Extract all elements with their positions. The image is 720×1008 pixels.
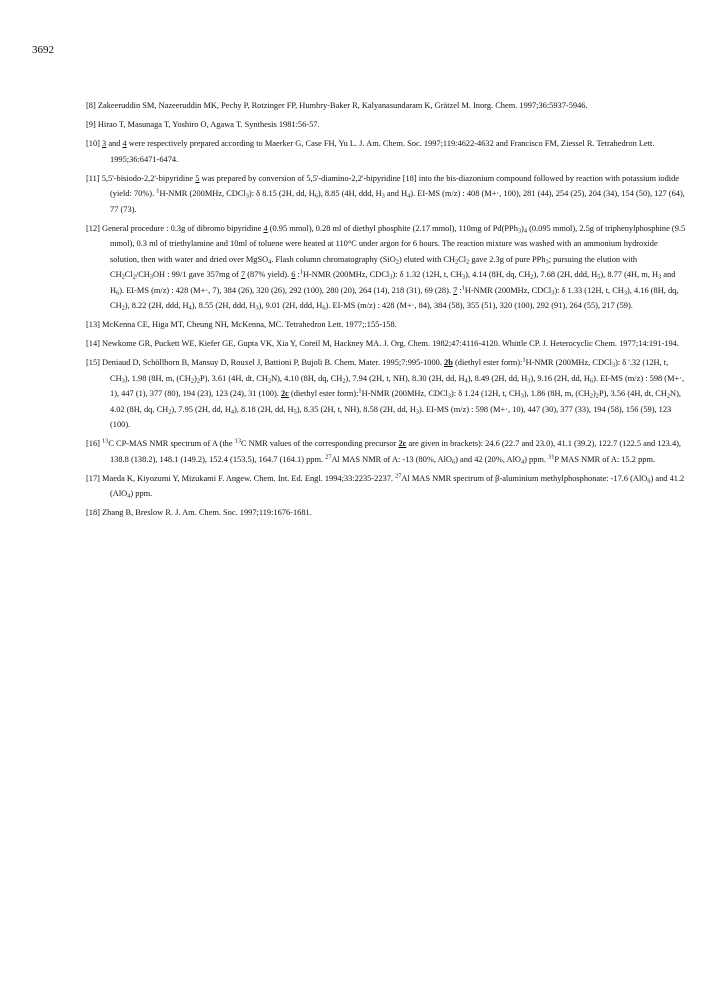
reference-14 [86, 336, 686, 352]
reference-text: 4 [230, 408, 235, 415]
reference-text: ), 7.95 (2H, dd, H [171, 404, 231, 414]
reference-8 [86, 98, 686, 114]
reference-text: 6 [647, 477, 651, 484]
reference-text: 4 [188, 304, 192, 312]
reference-text: ): δ 8.15 (2H, dd, H [248, 189, 315, 198]
reference-text: Cl [124, 270, 133, 279]
reference-text: H-NMR (200MHz, CDCl [159, 189, 246, 198]
reference-16 [86, 436, 686, 467]
reference-text: 2 [589, 392, 593, 400]
reference-text: ): δ 1.32 (12H, t, CH [392, 270, 462, 279]
reference-text: 3 [461, 273, 466, 281]
reference-text: [17] Maeda K, Kiyozumi Y, Mizukami F. Angew. Chem. Int. Ed. Engl. 1994;33:2235-2237. [86, 473, 396, 483]
reference-text: ), 1.98 (8H, m, (CH [124, 373, 191, 383]
reference-text: 27 [325, 453, 332, 460]
reference-text: [10] [86, 139, 103, 148]
reference-text: and [106, 139, 123, 148]
reference-text: ) ppm. [524, 454, 549, 464]
reference-text: 3 [551, 289, 555, 296]
reference-text: [11] 5,5'-bisiodo-2,2'-bipyridine [86, 173, 196, 183]
reference-text: P), 3.61 (4H, dt, CH [199, 373, 268, 383]
reference-text: P), 3.56 (4H, dt, CH [598, 389, 667, 398]
reference-text: Al MAS NMR of A: -13 (80%, AlO [331, 454, 452, 464]
reference-text: ). EI-MS (m/z) : 408 (M+·, 100), 281 (44), 254 (25), 204 (34), 154 (50), 127 (64), 77 (73). [110, 189, 685, 214]
reference-text: 4 [520, 458, 525, 465]
reference-text: ) [521, 223, 524, 233]
reference-text: 5 [293, 408, 297, 415]
reference-text: 5 [597, 273, 601, 281]
reference-text: 27 [395, 472, 402, 479]
reference-text: 13 [234, 437, 241, 445]
reference-text: ) [194, 373, 197, 383]
reference-text: ). EI-MS (m/z) : 428 (M+·, 84), 384 (58), 355 (51), 320 (100), 292 (91), 264 (55), 217 (59). [325, 301, 633, 310]
reference-text: 2 [132, 273, 136, 281]
reference-text: 2 [455, 258, 459, 265]
reference-text: : [457, 285, 462, 295]
reference-text: OH : 99/1 gave 357mg of [153, 270, 241, 279]
reference-text: H-NMR (200MHz, CDCl [464, 285, 552, 295]
reference-text: ), 8.35 (2H, t, NH), 8.58 (2H, dd, H [296, 404, 416, 414]
reference-text: ), 1.86 (8H, m, (CH [523, 389, 590, 398]
reference-text: ): δ '.32 (12H, t, CH [110, 358, 669, 383]
reference-text: 1 [156, 187, 160, 195]
reference-text: (diethyl ester form): [288, 389, 359, 398]
reference-text: H-NMR (200MHz, CDCl [302, 270, 390, 279]
reference-text: 3 [389, 273, 393, 281]
reference-text: 1 [358, 387, 362, 395]
reference-text: (diethyl ester form): [452, 358, 523, 367]
reference-text: 2 [168, 408, 172, 415]
reference-text: 3 [149, 273, 153, 281]
reference-text: ), 8.18 (2H, dd, H [234, 404, 294, 414]
reference-text: 3 [381, 192, 385, 200]
reference-text: and H [384, 189, 408, 198]
reference-list [86, 98, 686, 524]
reference-text: (87% yield). [245, 270, 292, 279]
reference-text: 3 [102, 139, 107, 148]
reference-text: 6 [589, 377, 594, 384]
reference-text: [13] McKenna CE, Higa MT, Cheung NH, McKenna, MC. Tetrahedron Lett. 1977;:155-158. [86, 320, 397, 329]
reference-text: ): δ 1.24 (12H, t, CH [451, 389, 521, 398]
reference-text: 4 [127, 492, 131, 500]
reference-text: ), 7.94 (2H, t, NH), 8.30 (2H, dd, H [345, 373, 465, 383]
reference-17 [86, 471, 686, 502]
reference-12 [86, 221, 686, 314]
reference-text: 4 [407, 192, 411, 200]
reference-text: Al MAS NMR spectrum of β-aluminium methylphosphonate: -17.6 (AlO [401, 473, 648, 483]
reference-text: 2 [466, 258, 470, 265]
reference-text: 3 [520, 392, 524, 400]
reference-text: 2 [666, 392, 671, 400]
reference-text: [18] Zhang B, Breslow R. J. Am. Chem. Soc. 1997;119:1676-1681. [86, 508, 312, 517]
reference-text: ), 8.49 (2H, dd, H [467, 373, 528, 383]
reference-text: Cl [458, 254, 467, 264]
reference-text: 4 [464, 377, 468, 384]
reference-text: /CH [135, 270, 150, 279]
reference-text: 2 [530, 273, 534, 281]
reference-text: ) eluted with CH [398, 254, 455, 264]
reference-text: ), 7.68 (2H, ddd, H [533, 270, 598, 279]
reference-text: 2b [444, 358, 453, 367]
reference-text: N), 4.10 (8H, dq, CH [271, 373, 343, 383]
reference-text: ) ppm. [130, 489, 153, 498]
reference-text: are given in brackets): 24.6 (22.7 and 23.0), 41.1 (39.2), 122.7 (122.5 and 123.4), 138.8 (138.2), 148.1 (149.2), 152.4 (153.5), 164.7 (164.1) ppm. [110, 439, 682, 464]
reference-text: 13 [102, 437, 109, 445]
reference-text: 7 [240, 270, 246, 279]
reference-text: 3 [255, 304, 259, 312]
reference-text: 2 [190, 377, 195, 384]
reference-text: ), 8.85 (4H, ddd, H [317, 189, 382, 198]
reference-text: ), 8.55 (2H, ddd, H [191, 301, 256, 310]
reference-text: ), 9.16 (2H, dd, H [530, 373, 590, 383]
reference-text: 31 [548, 453, 555, 460]
reference-text: N), 4.02 (8H, dq, CH [110, 389, 681, 414]
reference-text: and H [110, 270, 676, 295]
reference-11 [86, 171, 686, 218]
reference-text: 3 [415, 408, 420, 415]
reference-text: ), 8.22 (2H, ddd, H [124, 301, 189, 310]
reference-13 [86, 317, 686, 333]
reference-text: 4 [122, 139, 127, 148]
reference-text: 4 [263, 223, 268, 233]
reference-text: C NMR values of the corresponding precursor [240, 439, 399, 448]
reference-text: 7 [453, 285, 458, 295]
reference-text: 2 [595, 392, 599, 400]
reference-text: 3 [611, 361, 616, 369]
reference-9 [86, 117, 686, 133]
reference-text: 3 [245, 192, 249, 200]
reference-text: 6 [116, 289, 120, 296]
reference-text: [16] [86, 439, 103, 448]
reference-text: was prepared by conversion of 5,5'-diamino-2,2'-bipyridine [18] into the bis-diazonium compound followed by reaction with potassium iodide (yield: 70%). [110, 173, 680, 198]
reference-text: 2c [398, 439, 407, 448]
reference-text: 3 [517, 227, 522, 234]
reference-text: 3 [527, 377, 531, 384]
reference-10 [86, 136, 686, 167]
reference-text: ). EI-MS (m/z) : 428 (M+·, 7), 384 (26), 320 (26), 292 (100), 280 (20), 264 (14), 218 (31), 69 (28). [119, 285, 454, 295]
reference-text: 3 [447, 392, 452, 400]
reference-text: ) [593, 389, 596, 398]
reference-text: 6 [291, 270, 296, 279]
reference-text: ): δ 1.33 (12H, t, CH [554, 285, 624, 295]
reference-text: : [295, 270, 300, 279]
reference-text: ), 4.16 (8H, dq, CH [110, 285, 679, 310]
reference-text: (0.095 mmol), 2.5g of triphenylphosphine (9.5 mmol), 0.3 ml of triethylamine and 10ml of toluene were heated at 110°C under argon for 6 hours. The reaction mixture was washed with an ammonium hydroxide solution, then with water and dried over MgSO [110, 223, 686, 264]
reference-text: 3 [623, 289, 628, 296]
reference-text: ). EI-MS (m/z) : 598 (M+·, 1), 447 (1), 377 (80), 194 (23), 123 (24), 31 (100). [110, 373, 685, 398]
reference-text: 3 [658, 273, 662, 281]
reference-text: ). EI-MS (m/z) : 598 (M+·, 10), 447 (30), 377 (33), 194 (58), 156 (59), 123 (100). [110, 404, 672, 429]
reference-text: . Flash column chromatography (SiO [271, 254, 396, 264]
reference-text: P MAS NMR of A: 15.2 ppm. [554, 454, 656, 464]
reference-text: ; pursuing the elution with CH [110, 254, 638, 279]
reference-text: [9] Hirao T, Masunaga T, Yoshiro O, Agawa T. Synthesis 1981:56-57. [86, 120, 320, 129]
reference-text: 1 [299, 268, 303, 276]
reference-text: 2 [121, 304, 125, 312]
reference-text: 2 [267, 377, 272, 384]
reference-text: 6 [322, 304, 326, 312]
reference-text: C CP-MAS NMR spectrum of A (the [108, 439, 235, 448]
reference-text: H-NMR (200MHz, CDCl [525, 358, 612, 367]
reference-text: 2 [342, 377, 346, 384]
reference-text: 4 [523, 227, 527, 234]
reference-text: [14] Newkome GR, Puckett WE, Kiefer GE, Gupta VK, Xia Y, Coreil M, Hackney MA. J. Org. Chem. 1982;47:4116-4120. Whittle CP. J. Heterocyclic Chem. 1977;14:191-194. [86, 339, 679, 348]
reference-text: 3 [545, 258, 549, 265]
reference-text: 2 [196, 377, 200, 384]
reference-text: ) and 42 (20%, AlO [455, 454, 521, 464]
reference-text: gave 2.3g of pure PPh [469, 254, 546, 264]
reference-text: 4 [268, 258, 272, 265]
reference-text: 1 [461, 284, 465, 291]
reference-text: 5 [195, 173, 200, 183]
reference-15 [86, 355, 686, 433]
reference-text: 2c [280, 389, 289, 398]
reference-text: 3 [121, 377, 125, 384]
reference-text: 1 [522, 356, 526, 364]
reference-text: 2 [395, 258, 399, 265]
reference-text: (0.95 mmol), 0.28 ml of diethyl phosphite (2.17 mmol), 110mg of Pd(PPh [267, 223, 518, 233]
reference-text: ) and 41.2 (AlO [110, 473, 685, 498]
reference-text: 2 [121, 273, 125, 281]
reference-text: [8] Zakeeruddin SM, Nazeeruddin MK, Pechy P, Rotzinger FP, Humhry-Baker R, Kalyanasundaram K, Grätzel M. Inorg. Chem. 1997;36:5937-5946. [86, 101, 588, 110]
reference-text: [15] Deniaud D, Schöllhorn B, Mansuy D, Rouxel J, Battioni P, Bujoli B. Chem. Mater. 1995;7:995-1000. [86, 358, 445, 367]
reference-text: 6 [314, 192, 318, 200]
reference-text: ), 9.01 (2H, ddd, H [258, 301, 323, 310]
page-number: 3692 [32, 44, 54, 56]
reference-text: 6 [451, 458, 456, 465]
reference-text: ), 8.77 (4H, m, H [600, 270, 659, 279]
reference-text: were respectively prepared according to Maerker G, Case FH, Yu L. J. Am. Chem. Soc. 1997;119:4622-4632 and Francisco FM, Ziessel R. Tetrahedron Lett. 1995;36:6471-6474. [110, 139, 655, 164]
reference-text: ), 4.14 (8H, dq, CH [465, 270, 531, 279]
reference-text: H-NMR (200MHz, CDCl [361, 389, 448, 398]
reference-text: [12] General procedure : 0.3g of dibromo bipyridine [86, 223, 264, 233]
reference-18 [86, 505, 686, 521]
